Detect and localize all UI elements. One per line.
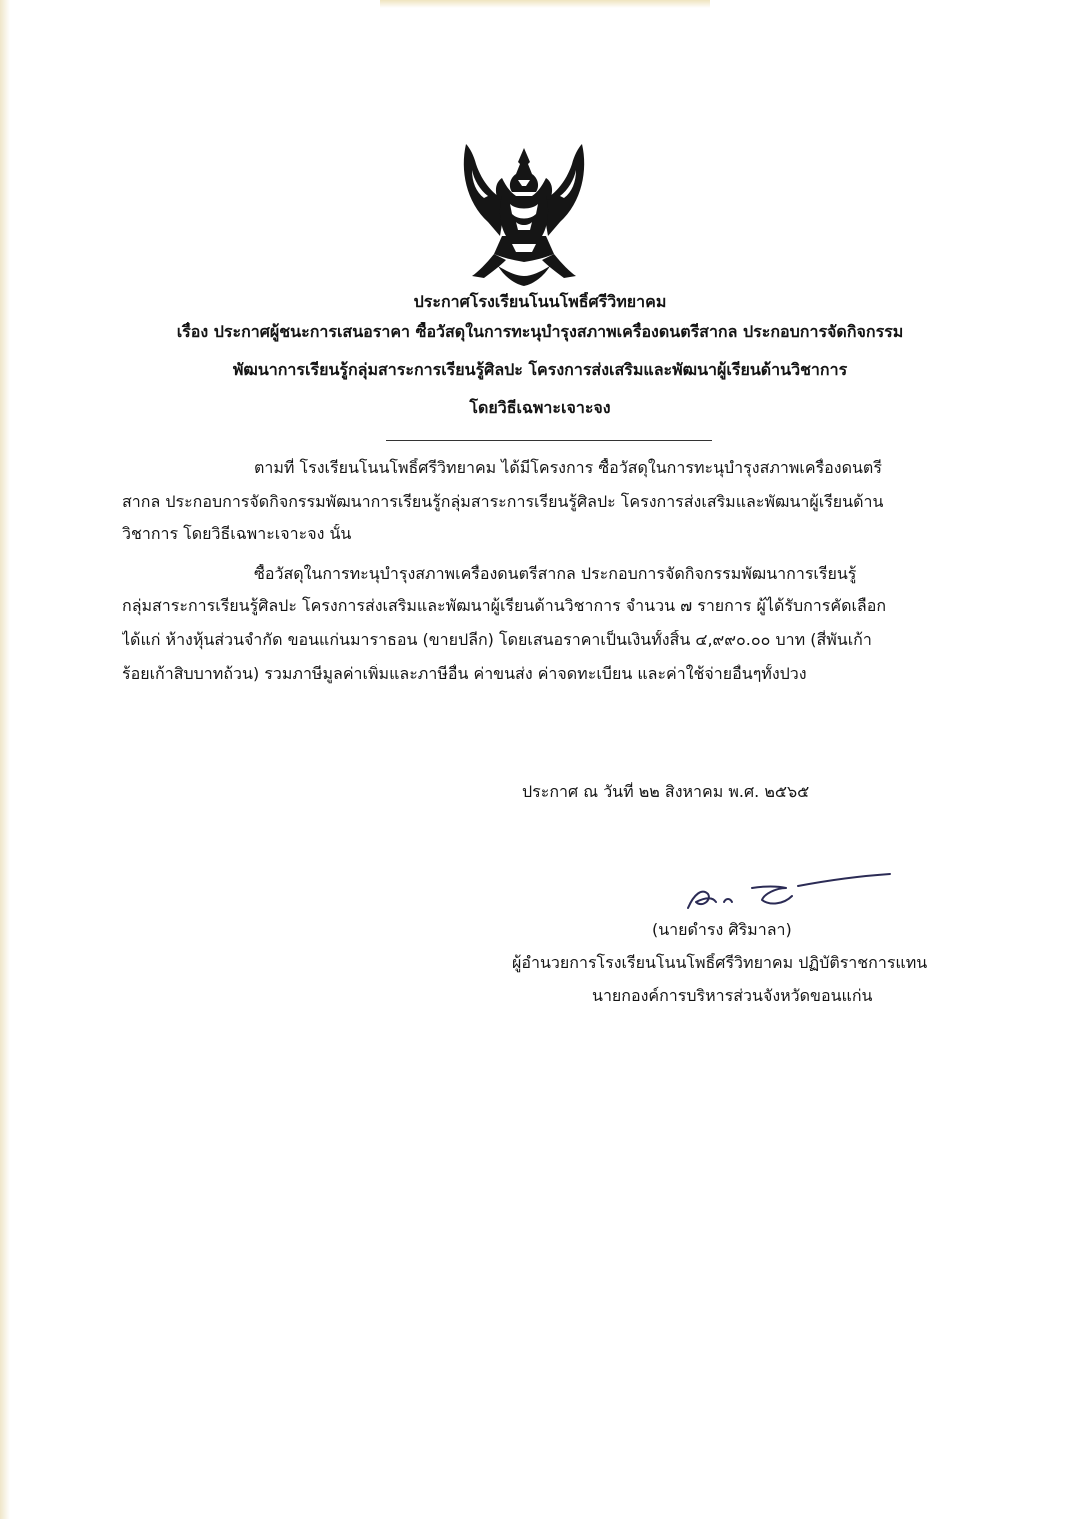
paragraph-1-line-2: สากล ประกอบการจัดกิจกรรมพัฒนาการเรียนรู้กลุ่มสาระการเรียนรู้ศิลปะ โครงการส่งเสริมและพัฒนาผู้เรียนด้าน bbox=[122, 492, 884, 511]
announcement-date: ประกาศ ณ วันที่ ๒๒ สิงหาคม พ.ศ. ๒๕๖๕ bbox=[522, 782, 810, 801]
subject-line-3: โดยวิธีเฉพาะเจาะจง bbox=[469, 398, 611, 417]
signatory-position-line-2: นายกองค์การบริหารส่วนจังหวัดขอนแก่น bbox=[592, 986, 873, 1005]
paragraph-1-line-1: ตามที่ โรงเรียนโนนโพธิ์ศรีวิทยาคม ได้มีโครงการ ซื้อวัสดุในการทะนุบำรุงสภาพเครื่องดนตรี bbox=[254, 458, 882, 477]
garuda-emblem bbox=[458, 140, 590, 290]
announcement-title: ประกาศโรงเรียนโนนโพธิ์ศรีวิทยาคม bbox=[413, 292, 667, 311]
paragraph-2-line-1: ซื้อวัสดุในการทะนุบำรุงสภาพเครื่องดนตรีสากล ประกอบการจัดกิจกรรมพัฒนาการเรียนรู้ bbox=[254, 564, 857, 583]
paragraph-2-line-4: ร้อยเก้าสิบบาทถ้วน) รวมภาษีมูลค่าเพิ่มและภาษีอื่น ค่าขนส่ง ค่าจดทะเบียน และค่าใช้จ่ายอื่นๆทั้งปวง bbox=[122, 664, 807, 683]
paragraph-2-line-2: กลุ่มสาระการเรียนรู้ศิลปะ โครงการส่งเสริมและพัฒนาผู้เรียนด้านวิชาการ จำนวน ๗ รายการ ผู้ได้รับการคัดเลือก bbox=[122, 596, 887, 615]
subject-line-2: พัฒนาการเรียนรู้กลุ่มสาระการเรียนรู้ศิลปะ โครงการส่งเสริมและพัฒนาผู้เรียนด้านวิชาการ bbox=[232, 360, 848, 379]
paragraph-1-line-3: วิชาการ โดยวิธีเฉพาะเจาะจง นั้น bbox=[122, 524, 352, 543]
scan-edge-top bbox=[380, 0, 710, 8]
subject-line-1: เรื่อง ประกาศผู้ชนะการเสนอราคา ซื้อวัสดุในการทะนุบำรุงสภาพเครื่องดนตรีสากล ประกอบการจัดกิจกรรม bbox=[176, 322, 904, 341]
signatory-position-line-1: ผู้อำนวยการโรงเรียนโนนโพธิ์ศรีวิทยาคม ปฏิบัติราชการแทน bbox=[512, 953, 928, 972]
paragraph-2-line-3: ได้แก่ ห้างหุ้นส่วนจำกัด ขอนแก่นมาราธอน (ขายปลีก) โดยเสนอราคาเป็นเงินทั้งสิ้น ๔,๙๙๐.๐๐ บาท (สี่พันเก้า bbox=[122, 630, 872, 649]
heading-divider bbox=[386, 440, 712, 441]
scan-edge-left bbox=[0, 0, 10, 1519]
signatory-name: (นายดำรง ศิริมาลา) bbox=[652, 920, 792, 939]
signature bbox=[680, 864, 895, 916]
